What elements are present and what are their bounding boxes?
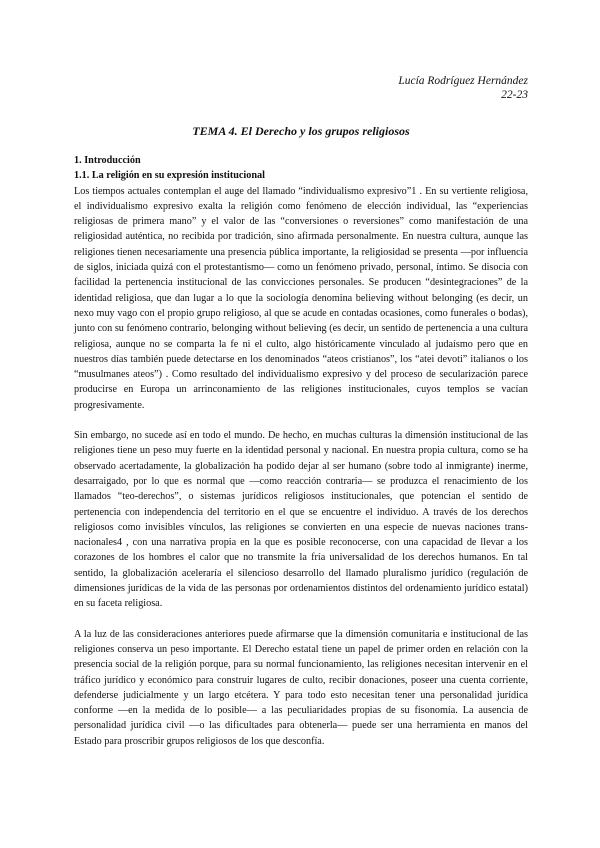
- paragraph-3: A la luz de las consideraciones anteriores puede afirmarse que la dimensión comunitaria e institucional de las religiones conserva un peso importante. El Derecho estatal tiene un papel de primer orden en relación con la presencia social de la religión porque, para su normal funcionamiento, las religiones necesitan intervenir en el tráfico jurídico y económico para construir lugares de culto, recibir donaciones, poseer una cuenta corriente, defenderse judicialmente y un largo etcétera. Y para todo esto necesitan tener una personalidad jurídica conforme —en la medida de lo posible— a las peculiaridades propias de su fisonomía. La ausencia de personalidad jurídica civil —o las dificultades para obtenerla— puede ser una herramienta en manos del Estado para proscribir grupos religiosos de los que desconfía.: [74, 628, 528, 747]
- author-name: Lucía Rodríguez Hernández: [398, 75, 528, 87]
- paragraph-2: Sin embargo, no sucede así en todo el mundo. De hecho, en muchas culturas la dimensión institucional de las religiones tiene un peso muy fuerte en la identidad personal y nacional. En nuestra propia cultura, como se ha observado acertadamente, la globalización ha podido dejar al ser humano (sobre todo al inmigrante) inerme, desarraigado, por lo que es normal que —como reacción contraria— se produzca el renacimiento de los llamados “teo-derechos”, o sistemas jurídicos religiosos institucionales, que potencian el sentido de pertenencia con independencia del territorio en el que se encuentre el individuo. A través de los derechos religiosos como invisibles vínculos, las religiones se convierten en una especie de nuevas naciones trans-nacionales4 , con una narrativa propia en la que es posible reconocerse, con una capacidad de llevar a los corazones de los hombres el calor que no transmite la fría universalidad de los derechos humanos. En tal sentido, la globalización aceleraría el silencioso desarrollo del llamado pluralismo jurídico (regulación de dimensiones jurídicas de la vida de las personas por ordenamientos distintos del ordenamiento jurídico estatal) en su faceta religiosa.: [74, 430, 528, 610]
- section-heading: 1. Introducción: [74, 155, 141, 166]
- paragraph-gap: [74, 612, 528, 627]
- title-text: El Derecho y los grupos religiosos: [237, 124, 410, 138]
- document-title: [74, 124, 528, 139]
- paragraph-gap: [74, 413, 528, 428]
- document-body: [74, 153, 528, 749]
- subsection-heading: 1.1. La religión en su expresión institucional: [74, 170, 265, 182]
- header-block: [398, 74, 528, 102]
- paragraph-1: Los tiempos actuales contemplan el auge del llamado “individualismo expresivo”1 . En su vertiente religiosa, el individualismo expresivo exalta la religión como fenómeno de elección individual, las “experiencias religiosas de primera mano” y el valor de las “conversiones o reversiones” como manifestación de una religiosidad auténtica, no recibida por tradición, sino afirmada personalmente. En nuestra cultura, aunque las religiones tienen necesariamente una presencia pública importante, la religiosidad se presenta —por influencia de siglos, iniciada quizá con el protestantismo— como un fenómeno privado, personal, íntimo. Se disocia con facilidad la pertenencia institucional de las convicciones personales. Se producen “desintegraciones” de la identidad religiosa, que dan lugar a lo que la sociología denomina believing without belonging (es decir, un nexo muy vago con el propio grupo religioso, al que se acude en contadas ocasiones, como funerales o bodas), junto con su fenómeno contrario, belonging without believing (es decir, un sentido de pertenencia a una cultura religiosa, aunque no se comparta la fe ni el culto, algo históricamente vinculado al judaísmo pero que en nuestros días también puede detectarse en los denominados “ateos cristianos”, los “atei devoti” italianos o los “musulmanes ateos”) . Como resultado del individualismo expresivo y del proceso de secularización parece producirse en Europa un arrinconamiento de las religiones institucionales, cuyos templos se vacían progresivamente.: [74, 185, 528, 411]
- title-number: TEMA 4.: [192, 124, 238, 138]
- academic-year: 22-23: [501, 89, 528, 101]
